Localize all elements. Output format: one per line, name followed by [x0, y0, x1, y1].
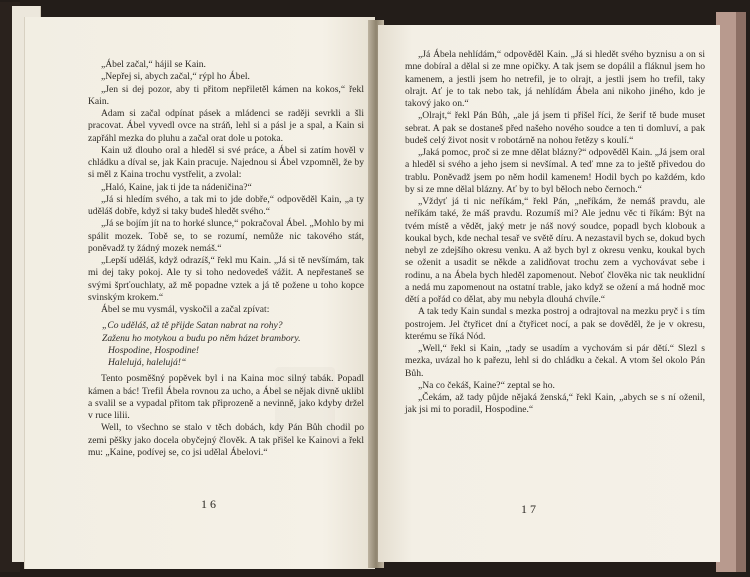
paragraph: „Čekám, až tady půjde nějaká ženská,“ řekl Kain, „abych se s ní oženil, jak jsi mi to poradil, Hospodine.“ [405, 392, 705, 416]
paragraph: Ábel se mu vysmál, vyskočil a začal zpívat: [101, 304, 270, 315]
book-cover-right-edge [736, 12, 746, 572]
left-page [24, 17, 375, 569]
paragraph: „Jen si dej pozor, aby ti přitom nepřiletěl kámen na kokos,“ řekl Kain. [88, 83, 364, 107]
paragraph: Well, to všechno se stalo v těch dobách, kdy Pán Bůh chodil po zemi pěšky jako docela obyčejný člověk. A tak přišel ke Kainovi a řekl mu: „Kaine, podívej se, co jsi udělal Ábelovi.“ [88, 422, 364, 458]
paragraph: „Na co čekáš, Kaine?“ zeptal se ho. [418, 379, 555, 391]
paragraph: „Well,“ řekl si Kain, „tady se usadím a vychovám si pár dětí.“ Slezl s mezka, uvázal ho k pařezu, lehl si do chládku a čekal. A vtom šel okolo Pán Bůh. [405, 343, 705, 379]
paragraph: Adam si začal odpínat pásek a mládenci se raději sevrkli a šli pracovat. Ábel vyvedl ovce na stráň, lehl si a pásl je a spal, a Kain si zapřáhl mezka do pluhu a začal orat dole u potoka. [88, 108, 364, 144]
verse-line: „Co uděláš, až tě přijde Satan nabrat na rohy? [102, 320, 283, 332]
left-page-text [88, 59, 364, 459]
paragraph: „Já se bojím jít na to horké slunce,“ pokračoval Ábel. „Mohlo by mi spálit mozek. Tobě se, to se rozumí, nemůže nic takového stát, poněvadž ty žádný mozek nemáš.“ [88, 218, 364, 254]
paragraph: Kain už dlouho oral a hleděl si své práce, a Ábel si zatím hověl v chládku a díval se, jak Kain pracuje. Najednou si Ábel vzpomněl, že by si měl z Kaina trochu vystřelit, a zvolal: [88, 144, 364, 181]
paragraph: „Já Ábela nehlídám,“ odpověděl Kain. „Já si hledět svého byznisu a on si mne dobíral a dělal si ze mne opičky. A tak jsem se dopálil a fláknul jsem ho kamenem, a jestli jsem ho netrefil, je to olrajt, a jestli jsem ho trefil, taky olrajt. Ať je to tak nebo tak, já nehlídám Ábela ani nikoho jiného, kdo je takový jako on.“ [405, 49, 705, 109]
paragraph: A tak tedy Kain sundal s mezka postroj a odrajtoval na mezku pryč i s tím postrojem. Jel čtyřicet dní a čtyřicet nocí, a pak se dověděl, že je v okresu, kterému se říká Nód. [405, 306, 705, 342]
page-number: 17 [521, 502, 539, 516]
paragraph: „Olrajt,“ řekl Pán Bůh, „ale já jsem ti přišel říci, že šerif tě bude muset sebrat. A pak se dostaneš před našeho nového soudce a ten ti domluví, a pak budeš celý život nosit v robotárně na nohou řetězy s koulí.“ [405, 110, 705, 146]
right-page-text [405, 49, 705, 417]
verse-line: Hospodine, Hospodine! [108, 344, 200, 356]
paragraph: „Vždyť já ti nic neříkám,“ řekl Pán, „neříkám, že nemáš pravdu, ale neříkám také, že máš pravdu. Rozumíš mi? Ale jednu věc ti říkám: Být na tvém místě a vědět, jaký metr je náš nový soudce, popadl bych klobouk a koukal bych, kde nechal tesař ve světě díru. A nezastavil bych se, dokud bych nebyl ze zdejšího okresu venku. A až bych byl z okresu venku, koukal bych se oženit a usadit se někde a zalidňovat trochu zem a vychovávat sebe i rodinu, a na Ábela bych hleděl zapomenout. Neboť člověka nic tak neuklidní a nedá mu zapomenout na ostatní trable, jako když se ožení a má hodně moc dětí a pořád co dělat, aby mu nebyla dlouhá chvíle.“ [405, 196, 705, 305]
page-number: 16 [201, 497, 219, 511]
song-verse [102, 320, 364, 369]
paragraph: „Lepší uděláš, když odrazíš,“ řekl mu Kain. „Já si tě nevšímám, tak mi dej taky pokoj. Ale ty si toho nedovedeš vážit. A nepřestaneš se svými šprťouchlaty, až mě popadne vztek a já tě požene u toho kopce svinským krokem.“ [88, 255, 364, 303]
paragraph: „Nepřej si, abych začal,“ rýpl ho Ábel. [101, 71, 250, 83]
paragraph: „Haló, Kaine, jak ti jde ta nádeničina?“ [101, 181, 252, 193]
paragraph: „Ábel začal,“ hájil se Kain. [101, 59, 206, 70]
right-page [378, 25, 720, 562]
verse-line: Halelujá, halelujá!“ [108, 357, 187, 368]
verse-line: Zaženu ho motykou a budu po něm házet brambory. [102, 332, 301, 344]
paragraph: „Jaká pomoc, proč si ze mne dělat blázny?“ odpověděl Kain. „Já jsem oral a hleděl si svého a jeho jsem si nevšímal. A teď mne za to ještě přivedou do trablu. Poněvadž jsem po něm hodil kamenem! Hodil bych po každém, kdo by si ze mne dělal blázny. Ať by to byl běloch nebo černoch.“ [405, 147, 705, 195]
paragraph: Tento posměšný popěvek byl i na Kaina moc silný tabák. Popadl kámen a bác! Trefil Ábela rovnou za ucho, a Ábel se nějak divně uklibl a svalil se a vypadal přitom tak připrozeně a nevinně, jako kdyby držel v ruce lilii. [88, 373, 364, 421]
paragraph: „Já si hledím svého, a tak mi to jde dobře,“ odpověděl Kain, „a ty uděláš dobře, když si taky budeš hledět svého.“ [88, 193, 364, 217]
